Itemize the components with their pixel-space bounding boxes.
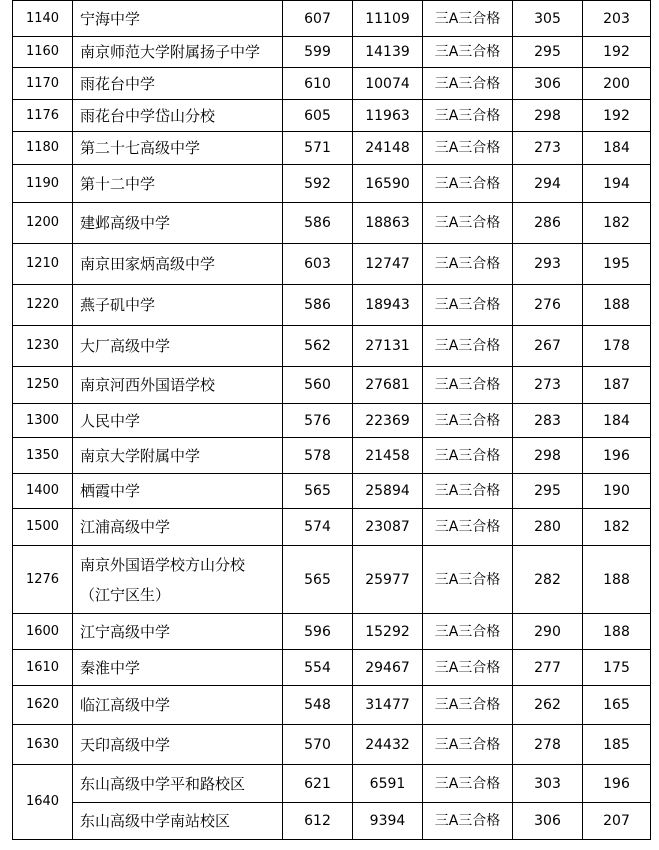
school-code-cell: 1350 — [13, 438, 73, 474]
rank-cell: 12747 — [353, 244, 423, 285]
school-name-cell — [73, 765, 283, 803]
school-name-cell — [73, 803, 283, 840]
rank-cell: 6591 — [353, 765, 423, 803]
score2-cell: 293 — [513, 244, 583, 285]
score2-cell: 298 — [513, 438, 583, 474]
score3-cell: 188 — [583, 285, 651, 326]
score2-cell: 295 — [513, 474, 583, 509]
score2-cell: 273 — [513, 367, 583, 404]
rank-cell: 15292 — [353, 614, 423, 650]
table-row — [13, 686, 651, 725]
school-name-line: 建邺高级中学 — [80, 214, 171, 232]
score3-cell: 182 — [583, 509, 651, 546]
score3-cell: 196 — [583, 438, 651, 474]
score3-cell: 192 — [583, 37, 651, 68]
rank-cell: 14139 — [353, 37, 423, 68]
score-cell: 554 — [283, 650, 353, 686]
requirement-cell: 三A三合格 — [423, 326, 513, 367]
score2-cell: 306 — [513, 803, 583, 840]
rank-cell: 18943 — [353, 285, 423, 326]
rank-cell: 22369 — [353, 404, 423, 438]
school-name-line: 东山高级中学平和路校区 — [80, 774, 246, 793]
score3-cell: 184 — [583, 132, 651, 165]
score3-cell: 188 — [583, 546, 651, 614]
school-code-cell: 1230 — [13, 326, 73, 367]
school-name-cell — [73, 68, 283, 100]
school-name-line: 秦淮中学 — [80, 658, 141, 677]
school-name-line: 大厂高级中学 — [80, 337, 171, 355]
score2-cell: 298 — [513, 100, 583, 132]
score-cell: 574 — [283, 509, 353, 546]
school-name-line: 燕子矶中学 — [80, 296, 156, 314]
table-row — [13, 474, 651, 509]
school-name-line: 第十二中学 — [80, 174, 156, 193]
requirement-cell: 三A三合格 — [423, 686, 513, 725]
school-code-cell: 1630 — [13, 725, 73, 765]
table-row — [13, 326, 651, 367]
school-code-cell: 1500 — [13, 509, 73, 546]
school-name-cell — [73, 244, 283, 285]
school-name-cell — [73, 509, 283, 546]
score2-cell: 290 — [513, 614, 583, 650]
score2-cell: 273 — [513, 132, 583, 165]
school-name-cell — [73, 37, 283, 68]
rank-cell: 10074 — [353, 68, 423, 100]
requirement-cell: 三A三合格 — [423, 803, 513, 840]
requirement-cell: 三A三合格 — [423, 1, 513, 37]
school-name-cell — [73, 100, 283, 132]
school-name-line: 天印高级中学 — [80, 735, 171, 754]
school-name-line: 栖霞中学 — [80, 482, 141, 500]
score-cell: 592 — [283, 165, 353, 203]
table-row — [13, 68, 651, 100]
score2-cell: 280 — [513, 509, 583, 546]
rank-cell: 25977 — [353, 546, 423, 614]
rank-cell: 25894 — [353, 474, 423, 509]
score3-cell: 190 — [583, 474, 651, 509]
school-name-cell — [73, 686, 283, 725]
school-name-cell — [73, 132, 283, 165]
school-code-cell: 1250 — [13, 367, 73, 404]
requirement-cell: 三A三合格 — [423, 203, 513, 244]
table-row — [13, 725, 651, 765]
requirement-cell: 三A三合格 — [423, 614, 513, 650]
table-row — [13, 438, 651, 474]
table-row — [13, 203, 651, 244]
score-cell: 562 — [283, 326, 353, 367]
school-code-cell: 1620 — [13, 686, 73, 725]
table-row — [13, 546, 651, 614]
school-name-line: 第二十七高级中学 — [80, 139, 201, 157]
score-cell: 612 — [283, 803, 353, 840]
requirement-cell: 三A三合格 — [423, 438, 513, 474]
school-name-cell — [73, 367, 283, 404]
rank-cell: 16590 — [353, 165, 423, 203]
school-name-cell — [73, 546, 283, 614]
score3-cell: 184 — [583, 404, 651, 438]
requirement-cell: 三A三合格 — [423, 285, 513, 326]
school-name-line: 南京河西外国语学校 — [80, 376, 216, 394]
rank-cell: 24148 — [353, 132, 423, 165]
school-name-line: 雨花台中学岱山分校 — [80, 106, 216, 125]
requirement-cell: 三A三合格 — [423, 725, 513, 765]
school-name-line: 宁海中学 — [80, 9, 141, 28]
rank-cell: 18863 — [353, 203, 423, 244]
table-row — [13, 650, 651, 686]
requirement-cell: 三A三合格 — [423, 474, 513, 509]
requirement-cell: 三A三合格 — [423, 765, 513, 803]
school-name-line: 南京大学附属中学 — [80, 446, 201, 465]
school-name-cell — [73, 404, 283, 438]
requirement-cell: 三A三合格 — [423, 509, 513, 546]
requirement-cell: 三A三合格 — [423, 244, 513, 285]
school-name-line: 人民中学 — [80, 411, 141, 430]
rank-cell: 11109 — [353, 1, 423, 37]
score-cell: 603 — [283, 244, 353, 285]
school-name-line: 东山高级中学南站校区 — [80, 812, 231, 830]
score3-cell: 165 — [583, 686, 651, 725]
school-name-cell — [73, 1, 283, 37]
requirement-cell: 三A三合格 — [423, 367, 513, 404]
table-row — [13, 765, 651, 803]
requirement-cell: 三A三合格 — [423, 68, 513, 100]
school-name-cell — [73, 614, 283, 650]
school-code-cell: 1180 — [13, 132, 73, 165]
school-name-line: 江浦高级中学 — [80, 518, 171, 536]
score-cell: 565 — [283, 546, 353, 614]
rank-cell: 23087 — [353, 509, 423, 546]
score-cell: 586 — [283, 285, 353, 326]
table-row — [13, 367, 651, 404]
school-name-cell — [73, 650, 283, 686]
score-cell: 610 — [283, 68, 353, 100]
requirement-cell: 三A三合格 — [423, 650, 513, 686]
score3-cell: 185 — [583, 725, 651, 765]
score3-cell: 195 — [583, 244, 651, 285]
table-row — [13, 285, 651, 326]
score-cell: 548 — [283, 686, 353, 725]
school-name-line: 南京外国语学校方山分校 — [80, 555, 246, 574]
school-code-cell: 1300 — [13, 404, 73, 438]
school-code-cell: 1170 — [13, 68, 73, 100]
table-row — [13, 132, 651, 165]
score3-cell: 192 — [583, 100, 651, 132]
table-row — [13, 803, 651, 840]
school-name-line: 南京田家炳高级中学 — [80, 255, 216, 273]
school-name-line: 南京师范大学附属扬子中学 — [80, 43, 261, 61]
school-name-line: 临江高级中学 — [80, 696, 171, 714]
score2-cell: 303 — [513, 765, 583, 803]
score2-cell: 286 — [513, 203, 583, 244]
school-name-cell — [73, 285, 283, 326]
school-code-cell: 1190 — [13, 165, 73, 203]
score-cell: 576 — [283, 404, 353, 438]
requirement-cell: 三A三合格 — [423, 37, 513, 68]
score2-cell: 262 — [513, 686, 583, 725]
table-row — [13, 404, 651, 438]
rank-cell: 21458 — [353, 438, 423, 474]
school-code-cell: 1610 — [13, 650, 73, 686]
score2-cell: 305 — [513, 1, 583, 37]
score3-cell: 188 — [583, 614, 651, 650]
requirement-cell: 三A三合格 — [423, 165, 513, 203]
requirement-cell: 三A三合格 — [423, 100, 513, 132]
score3-cell: 207 — [583, 803, 651, 840]
score-cell: 571 — [283, 132, 353, 165]
school-code-cell: 1140 — [13, 1, 73, 37]
score-cell: 586 — [283, 203, 353, 244]
school-name-cell — [73, 474, 283, 509]
school-code-cell: 1200 — [13, 203, 73, 244]
rank-cell: 29467 — [353, 650, 423, 686]
school-code-cell: 1176 — [13, 100, 73, 132]
score3-cell: 200 — [583, 68, 651, 100]
school-name-line: 雨花台中学 — [80, 74, 156, 93]
score-cell: 599 — [283, 37, 353, 68]
school-code-cell: 1276 — [13, 546, 73, 614]
score3-cell: 178 — [583, 326, 651, 367]
requirement-cell: 三A三合格 — [423, 404, 513, 438]
score2-cell: 282 — [513, 546, 583, 614]
score-cell: 596 — [283, 614, 353, 650]
score2-cell: 295 — [513, 37, 583, 68]
score2-cell: 276 — [513, 285, 583, 326]
score2-cell: 294 — [513, 165, 583, 203]
school-name-cell — [73, 326, 283, 367]
score2-cell: 306 — [513, 68, 583, 100]
rank-cell: 27681 — [353, 367, 423, 404]
table-row — [13, 1, 651, 37]
score2-cell: 277 — [513, 650, 583, 686]
score3-cell: 196 — [583, 765, 651, 803]
score3-cell: 182 — [583, 203, 651, 244]
score-cell: 560 — [283, 367, 353, 404]
table-row — [13, 509, 651, 546]
table-row — [13, 614, 651, 650]
school-name-line: （江宁区生） — [80, 585, 171, 604]
score3-cell: 187 — [583, 367, 651, 404]
score-cell: 565 — [283, 474, 353, 509]
score-cell: 607 — [283, 1, 353, 37]
table-row — [13, 37, 651, 68]
school-name-cell — [73, 725, 283, 765]
score-cell: 578 — [283, 438, 353, 474]
school-code-cell: 1400 — [13, 474, 73, 509]
requirement-cell: 三A三合格 — [423, 132, 513, 165]
school-name-cell — [73, 203, 283, 244]
rank-cell: 24432 — [353, 725, 423, 765]
rank-cell: 11963 — [353, 100, 423, 132]
score-cell: 621 — [283, 765, 353, 803]
school-name-cell — [73, 165, 283, 203]
school-code-cell: 1220 — [13, 285, 73, 326]
rank-cell: 9394 — [353, 803, 423, 840]
admission-score-table — [12, 0, 651, 840]
score2-cell: 278 — [513, 725, 583, 765]
school-code-cell: 1600 — [13, 614, 73, 650]
table-row — [13, 244, 651, 285]
score3-cell: 175 — [583, 650, 651, 686]
school-name-line: 江宁高级中学 — [80, 622, 171, 641]
requirement-cell: 三A三合格 — [423, 546, 513, 614]
rank-cell: 31477 — [353, 686, 423, 725]
score3-cell: 203 — [583, 1, 651, 37]
score3-cell: 194 — [583, 165, 651, 203]
score2-cell: 283 — [513, 404, 583, 438]
school-code-cell: 1210 — [13, 244, 73, 285]
score-cell: 605 — [283, 100, 353, 132]
score2-cell: 267 — [513, 326, 583, 367]
school-code-cell: 1640 — [13, 765, 73, 840]
score-cell: 570 — [283, 725, 353, 765]
table-row — [13, 100, 651, 132]
table-row — [13, 165, 651, 203]
school-code-cell: 1160 — [13, 37, 73, 68]
school-name-cell — [73, 438, 283, 474]
rank-cell: 27131 — [353, 326, 423, 367]
